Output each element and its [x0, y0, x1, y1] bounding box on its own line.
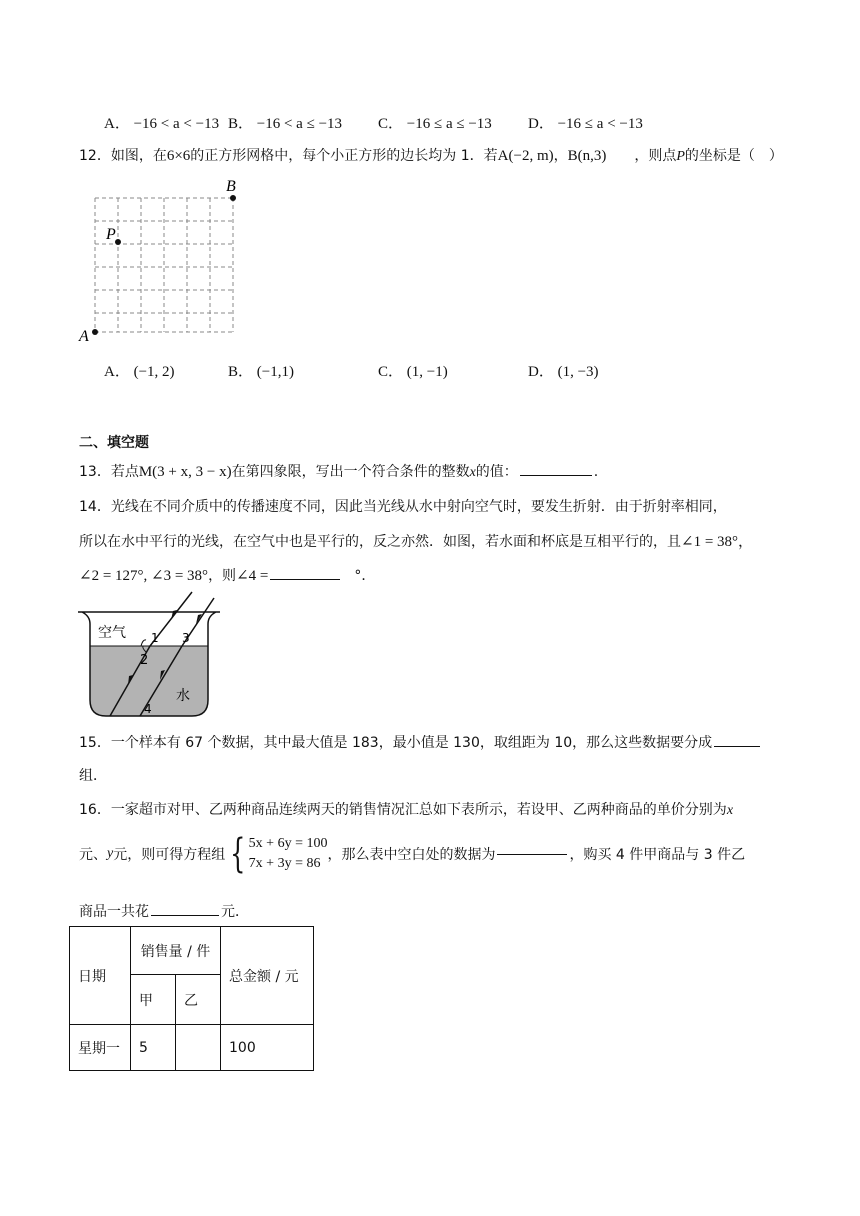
point-a: [92, 329, 98, 335]
q14-line3: ∠2 = 127°, ∠3 = 38°，则∠4 = °．: [79, 568, 376, 584]
q12-stem: 12．如图，在6×6的正方形网格中，每个小正方形的边长均为 1．若A(−2, m)，B(n,3) ，则点P的坐标是（ ）: [79, 148, 783, 164]
q12-option-b: B． (−1,1): [228, 364, 294, 380]
q16-line1: 16．一家超市对甲、乙两种商品连续两天的销售情况汇总如下表所示，若设甲、乙两种商品的单价分别为x: [79, 802, 734, 818]
header-sales: 销售量 / 件: [131, 927, 221, 975]
angle-label-2: 2: [140, 653, 149, 668]
sales-table: [69, 926, 314, 1071]
angle-1-arc: [141, 640, 146, 646]
q11-option-a: A． −16 < a < −13: [104, 116, 220, 132]
equation-system: { 5x + 6y = 100 7x + 3y = 86: [230, 831, 328, 877]
point-p: [115, 239, 121, 245]
header-total: 总金额 / 元: [221, 927, 314, 1025]
q14-answer-blank[interactable]: [270, 578, 340, 580]
q11-option-d: D． −16 ≤ a < −13: [528, 116, 643, 132]
q16-blank-1[interactable]: [497, 853, 567, 855]
point-b: [230, 195, 236, 201]
angle-label-4: 4: [144, 702, 152, 716]
table-row: [70, 1025, 314, 1071]
header-date: 日期: [70, 927, 131, 1025]
cell-total: 100: [221, 1025, 314, 1071]
section-title: 二、填空题: [79, 435, 149, 451]
label-a: A: [79, 328, 89, 345]
q12-options: [104, 360, 744, 382]
q16-line2: 元、 y 元，则可得方程组 { 5x + 6y = 100 7x + 3y = 86 ，那么表中空白处的数据为 ，购买 4 件甲商品与 3 件乙: [79, 831, 746, 877]
header-yi: 乙: [176, 975, 221, 1025]
angle-label-1: 1: [151, 631, 159, 645]
label-water: 水: [176, 688, 190, 704]
q15-line1: 15．一个样本有 67 个数据，其中最大值是 183，最小值是 130，取组距为 10，那么这些数据要分成: [79, 733, 762, 753]
label-b: B: [226, 178, 236, 195]
cell-date: 星期一: [70, 1025, 131, 1071]
label-air: 空气: [98, 625, 126, 641]
cell-jia: 5: [131, 1025, 176, 1071]
q11-option-c: C． −16 ≤ a ≤ −13: [378, 116, 492, 132]
q14-line1: 14．光线在不同介质中的传播速度不同，因此当光线从水中射向空气时，要发生折射．由于折射率相同，: [79, 499, 727, 515]
q13-answer-blank[interactable]: [520, 474, 592, 476]
q12-option-c: C． (1, −1): [378, 364, 448, 380]
cell-yi[interactable]: [176, 1025, 221, 1071]
q14-beaker-figure: [74, 590, 224, 720]
q12-option-a: A． (−1, 2): [104, 364, 175, 380]
q16-blank-2[interactable]: [151, 914, 219, 916]
q11-options: [104, 112, 744, 134]
q15-line2: 组．: [79, 768, 107, 784]
q16-line3: 商品一共花 元．: [79, 904, 249, 920]
q12-grid-figure: [76, 176, 246, 346]
q14-line2: 所以在水中平行的光线，在空气中也是平行的，反之亦然．如图，若水面和杯底是互相平行的，且∠1 = 38°，: [79, 534, 754, 550]
q15-answer-blank[interactable]: [714, 745, 760, 747]
arrow-2: [196, 614, 202, 624]
angle-label-3: 3: [182, 631, 190, 645]
q11-option-b: B． −16 < a ≤ −13: [228, 116, 343, 132]
grid-lines: [95, 198, 233, 332]
q13: 13．若点M(3 + x, 3 − x)在第四象限，写出一个符合条件的整数x的值： .: [79, 464, 599, 480]
header-jia: 甲: [131, 975, 176, 1025]
label-p: P: [106, 226, 116, 243]
q12-option-d: D． (1, −3): [528, 364, 599, 380]
